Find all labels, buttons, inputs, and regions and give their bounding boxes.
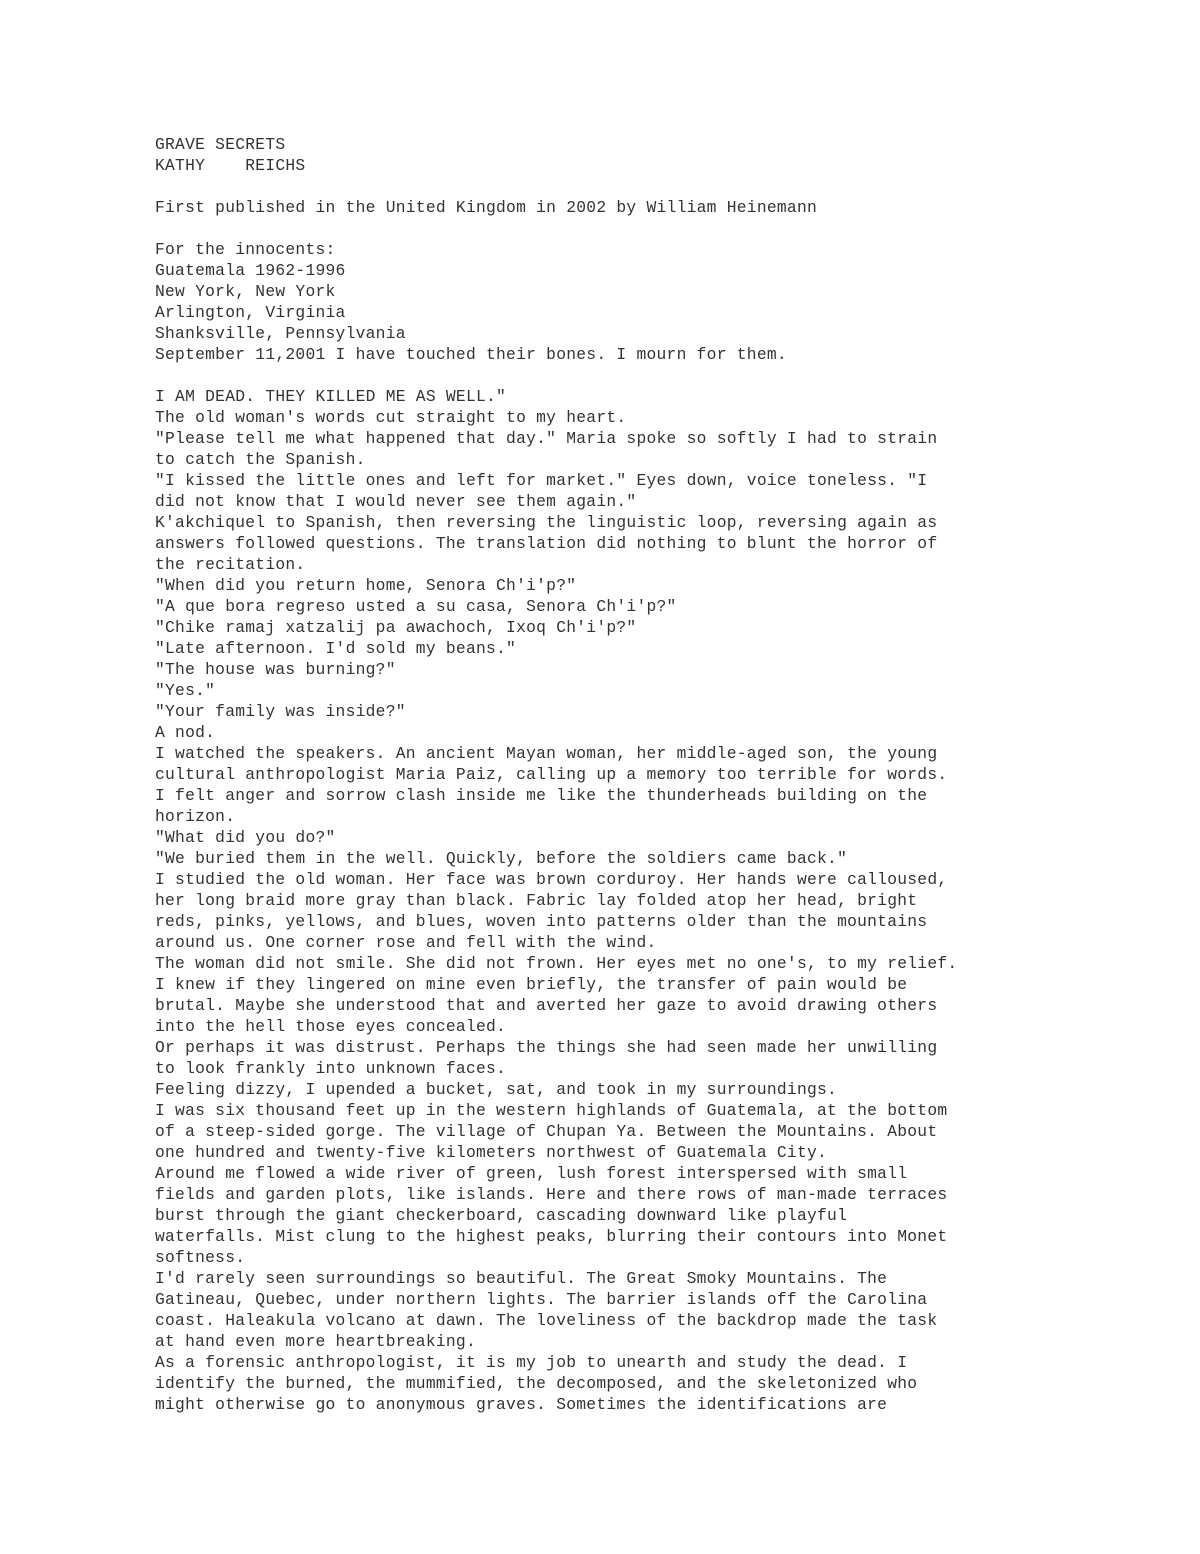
text-line: "I kissed the little ones and left for market." Eyes down, voice toneless. "I — [155, 471, 928, 490]
text-line: I watched the speakers. An ancient Mayan woman, her middle-aged son, the young — [155, 744, 938, 763]
text-line: "Your family was inside?" — [155, 702, 406, 721]
text-line: September 11,2001 I have touched their bones. I mourn for them. — [155, 345, 787, 364]
text-line: The woman did not smile. She did not frown. Her eyes met no one's, to my relief. — [155, 954, 958, 973]
text-line: First published in the United Kingdom in 2002 by William Heinemann — [155, 198, 818, 217]
text-line: A nod. — [155, 723, 216, 742]
text-line: the recitation. — [155, 555, 306, 574]
text-line: of a steep-sided gorge. The village of Chupan Ya. Between the Mountains. About — [155, 1122, 938, 1141]
text-line: identify the burned, the mummified, the decomposed, and the skeletonized who — [155, 1374, 918, 1393]
text-blank-line — [155, 218, 1055, 239]
text-line: I was six thousand feet up in the western highlands of Guatemala, at the bottom — [155, 1101, 948, 1120]
text-blank-line — [155, 365, 1055, 386]
text-line: into the hell those eyes concealed. — [155, 1017, 507, 1036]
text-line: Feeling dizzy, I upended a bucket, sat, and took in my surroundings. — [155, 1080, 838, 1099]
text-line: I knew if they lingered on mine even briefly, the transfer of pain would be — [155, 975, 908, 994]
text-line: her long braid more gray than black. Fabric lay folded atop her head, bright — [155, 891, 918, 910]
text-line: Guatemala 1962-1996 — [155, 261, 346, 280]
text-line: to look frankly into unknown faces. — [155, 1059, 507, 1078]
document-text-body — [155, 134, 1055, 1415]
text-line: I AM DEAD. THEY KILLED ME AS WELL." — [155, 387, 507, 406]
text-line: "Chike ramaj xatzalij pa awachoch, Ixoq Ch'i'p?" — [155, 618, 637, 637]
text-line: GRAVE SECRETS — [155, 135, 286, 154]
text-line: "What did you do?" — [155, 828, 336, 847]
text-blank-line — [155, 176, 1055, 197]
text-line: waterfalls. Mist clung to the highest peaks, blurring their contours into Monet — [155, 1227, 948, 1246]
text-line: "Late afternoon. I'd sold my beans." — [155, 639, 517, 658]
text-line: cultural anthropologist Maria Paiz, calling up a memory too terrible for words. — [155, 765, 948, 784]
text-line: at hand even more heartbreaking. — [155, 1332, 476, 1351]
text-line: fields and garden plots, like islands. Here and there rows of man-made terraces — [155, 1185, 948, 1204]
text-line: The old woman's words cut straight to my heart. — [155, 408, 627, 427]
text-line: softness. — [155, 1248, 246, 1267]
text-line: New York, New York — [155, 282, 336, 301]
text-line: "Please tell me what happened that day." Maria spoke so softly I had to strain — [155, 429, 938, 448]
text-line: "The house was burning?" — [155, 660, 396, 679]
text-line: answers followed questions. The translation did nothing to blunt the horror of — [155, 534, 938, 553]
text-line: Gatineau, Quebec, under northern lights. The barrier islands off the Carolina — [155, 1290, 928, 1309]
text-line: As a forensic anthropologist, it is my job to unearth and study the dead. I — [155, 1353, 908, 1372]
text-line: coast. Haleakula volcano at dawn. The loveliness of the backdrop made the task — [155, 1311, 938, 1330]
text-line: around us. One corner rose and fell with the wind. — [155, 933, 657, 952]
text-line: I'd rarely seen surroundings so beautiful. The Great Smoky Mountains. The — [155, 1269, 888, 1288]
text-line: I studied the old woman. Her face was brown corduroy. Her hands were calloused, — [155, 870, 948, 889]
text-line: horizon. — [155, 807, 236, 826]
text-line: brutal. Maybe she understood that and averted her gaze to avoid drawing others — [155, 996, 938, 1015]
text-line: Around me flowed a wide river of green, lush forest interspersed with small — [155, 1164, 908, 1183]
text-line: "Yes." — [155, 681, 216, 700]
text-line: reds, pinks, yellows, and blues, woven into patterns older than the mountains — [155, 912, 928, 931]
text-line: "When did you return home, Senora Ch'i'p?" — [155, 576, 577, 595]
text-line: "We buried them in the well. Quickly, before the soldiers came back." — [155, 849, 848, 868]
text-line: Shanksville, Pennsylvania — [155, 324, 406, 343]
text-line: one hundred and twenty-five kilometers northwest of Guatemala City. — [155, 1143, 828, 1162]
text-line: "A que bora regreso usted a su casa, Senora Ch'i'p?" — [155, 597, 677, 616]
text-line: might otherwise go to anonymous graves. Sometimes the identifications are — [155, 1395, 888, 1414]
text-line: Arlington, Virginia — [155, 303, 346, 322]
text-line: burst through the giant checkerboard, cascading downward like playful — [155, 1206, 848, 1225]
text-line: KATHY REICHS — [155, 156, 306, 175]
text-line: did not know that I would never see them again." — [155, 492, 637, 511]
text-line: For the innocents: — [155, 240, 336, 259]
text-line: K'akchiquel to Spanish, then reversing the linguistic loop, reversing again as — [155, 513, 938, 532]
text-line: I felt anger and sorrow clash inside me like the thunderheads building on the — [155, 786, 928, 805]
text-line: Or perhaps it was distrust. Perhaps the things she had seen made her unwilling — [155, 1038, 938, 1057]
text-line: to catch the Spanish. — [155, 450, 366, 469]
